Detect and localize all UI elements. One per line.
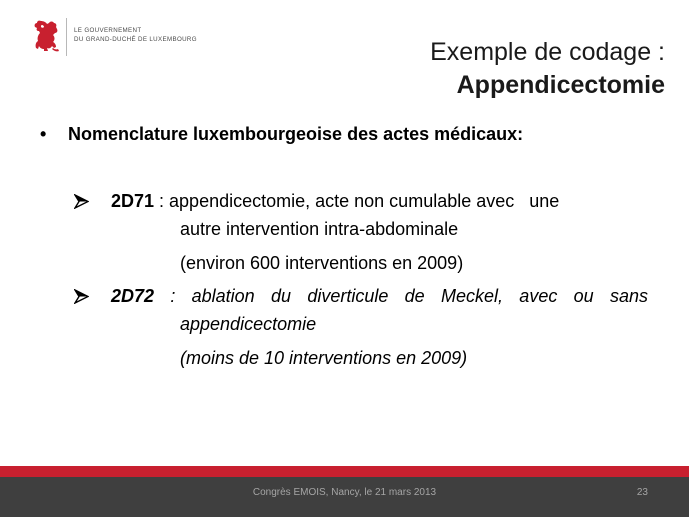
bullet-dot: • (40, 124, 47, 144)
logo-line-2: DU GRAND-DUCHÉ DE LUXEMBOURG (74, 35, 197, 43)
item-line-2: autre intervention intra-abdominale (180, 219, 459, 239)
arrow-bullet-icon (74, 194, 89, 209)
logo-line-1: LE GOUVERNEMENT (74, 27, 142, 34)
footer-red-bar (0, 466, 689, 477)
footer-text: Congrès EMOIS, Nancy, le 21 mars 2013 (252, 487, 437, 498)
item-code: 2D71 (111, 191, 155, 211)
item-line-1 (111, 187, 559, 215)
title-line-2: Appendicectomie (456, 71, 665, 99)
slide-title (430, 36, 665, 102)
item-desc: : appendicectomie, acte non cumulable avec une (154, 191, 560, 211)
page-number: 23 (636, 487, 648, 498)
item-line-3: (moins de 10 interventions en 2009) (180, 348, 468, 368)
footer (0, 477, 689, 517)
item-line-2: appendicectomie (180, 314, 317, 334)
logo-text (74, 18, 197, 44)
arrow-bullet-icon (74, 289, 89, 304)
red-lion-icon (32, 18, 60, 54)
item-line-3: (environ 600 interventions en 2009) (180, 253, 464, 273)
title-line-1: Exemple de codage : (430, 38, 665, 66)
item-code: 2D72 (111, 286, 155, 306)
government-logo (32, 18, 197, 58)
item-desc: : ablation du diverticule de Meckel, avec ou sans (154, 286, 648, 306)
list-item (74, 187, 654, 277)
bullet-text: Nomenclature luxembourgeoise des actes médicaux: (68, 124, 524, 144)
main-bullet (40, 124, 523, 145)
logo-divider (66, 18, 67, 56)
item-line-1 (111, 282, 648, 310)
list-item (74, 282, 654, 372)
